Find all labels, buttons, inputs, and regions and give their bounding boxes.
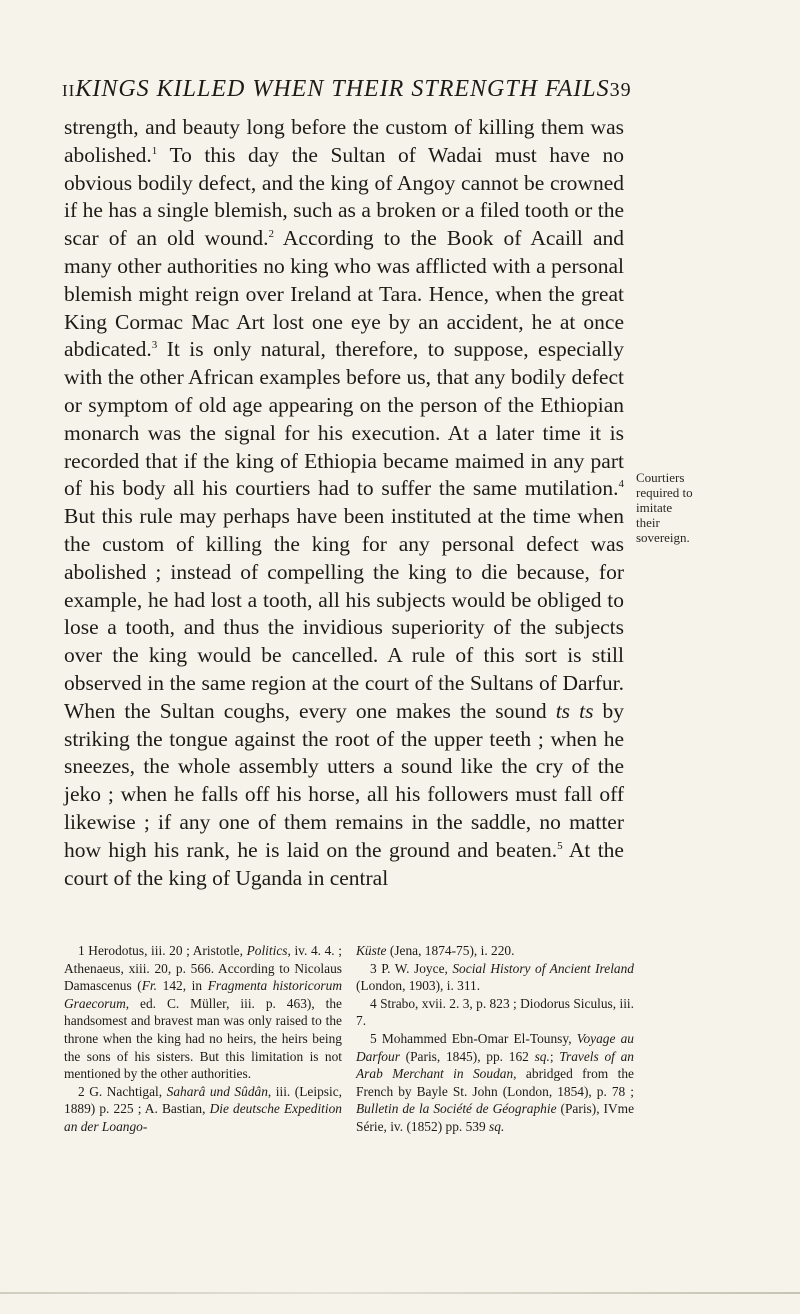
- chapter-number: II: [62, 81, 76, 100]
- page-bottom-edge: [0, 1292, 800, 1294]
- margin-note: Courtiers required to imitate their sovereign.: [636, 470, 693, 545]
- running-header: [62, 76, 630, 103]
- footnote-ref-2: 2: [268, 228, 275, 241]
- footnote-2-continued: Küste (Jena, 1874-75), i. 220.: [356, 943, 515, 958]
- footnote-4: 4 Strabo, xvii. 2. 3, p. 823 ; Diodorus Siculus, iii. 7.: [356, 995, 634, 1029]
- running-title: KINGS KILLED WHEN THEIR STRENGTH FAILS: [75, 76, 610, 102]
- footnotes: [64, 942, 634, 1136]
- emphasis-sound: ts ts: [555, 698, 594, 723]
- footnote-column-left: [64, 942, 342, 1136]
- footnote-ref-1: 1: [151, 144, 158, 157]
- footnote-ref-5: 5: [557, 839, 563, 852]
- footnote-2: 2 G. Nachtigal, Saharâ und Sûdân, iii. (Leipsic, 1889) p. 225 ; A. Bastian, Die deutsche Expedition an der Loango-: [64, 1083, 342, 1134]
- footnote-5: 5 Mohammed Ebn-Omar El-Tounsy, Voyage au Darfour (Paris, 1845), pp. 162 sq.; Travels of an Arab Merchant in Soudan, abridged from the French by Bayle St. John (London, 1854), p. 78 ; Bulletin de la Société de Géographie (Paris), IVme Série, iv. (1852) pp. 539 sq.: [356, 1030, 635, 1134]
- main-text: [64, 114, 624, 892]
- footnote-3: 3 P. W. Joyce, Social History of Ancient Ireland (London, 1903), i. 311.: [356, 960, 634, 994]
- body-paragraph: strength, and beauty long before the custom of killing them was abolished.$^1$ To this day the Sultan of Wadai must have no obvious bodily defect, and the king of Angoy cannot be crowned if he has a single blemish, such as a broken or a filed tooth or the scar of an old wound.$^2$ According to the Book of Acaill and many other authorities no king who was afflicted with a personal blemish might reign over Ireland at Tara. Hence, when the great King Cormac Mac Art lost one eye by an accident, he at once abdicated.$^3$ It is only natural, therefore, to suppose, especially with the other African examples before us, that any bodily defect or symptom of old age appearing on the person of the Ethiopian monarch was the signal for his execution. At a later time it is recorded that if the king of Ethiopia became maimed in any part of his body all his courtiers had to suffer the same mutilation.$^4$ But this rule may perhaps have been instituted at the time when the custom of killing the king for any personal defect was abolished ; instead of compelling the king to die because, for example, he had lost a tooth, all his subjects would be obliged to lose a tooth, and thus the invidious superiority of the subjects over the king would be cancelled. A rule of this sort is still observed in the same region at the court of the Sultans of Darfur. When the Sultan coughs, every one makes the sound ts ts by striking the tongue against the root of the upper teeth ; when he sneezes, the whole assembly utters a sound like the cry of the jeko ; when he falls off his horse, all his followers must fall off likewise ; if any one of them remains in the saddle, no matter how high his rank, he is laid on the ground and beaten.$^5$ At the court of the king of Uganda in central: [64, 115, 625, 890]
- footnote-1: 1 Herodotus, iii. 20 ; Aristotle, Politics, iv. 4. 4. ; Athenaeus, xiii. 20, p. 566. According to Nicolaus Damascenus (Fr. 142, in Fragmenta historicorum Graecorum, ed. C. Müller, iii. p. 463), the handsomest and bravest man was only raised to the throne when the king had no heirs, the heirs being the sons of his sisters. But this limitation is not mentioned by the other authorities.: [64, 943, 342, 1082]
- footnote-ref-3: 3: [151, 339, 158, 352]
- footnote-column-right: [356, 942, 634, 1136]
- footnote-ref-4: 4: [618, 478, 624, 491]
- page-number: 39: [609, 79, 632, 101]
